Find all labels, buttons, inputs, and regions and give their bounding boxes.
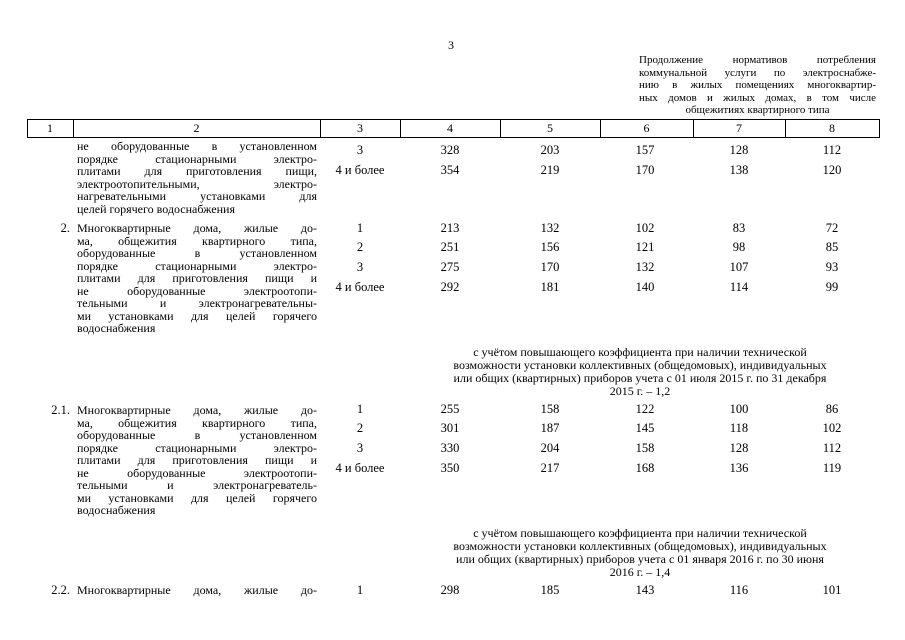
continuation-note-line: Продолжение нормативов потребления xyxy=(639,54,876,66)
header-col-3: 3 xyxy=(357,121,363,135)
note-line: 2016 г. – 1,4 xyxy=(609,565,671,579)
cell-value: 143 xyxy=(635,583,655,597)
continuation-note-line: общежитиях квартирного типа xyxy=(685,104,830,116)
description-line: ма, общежития квартирного типа, xyxy=(77,233,317,248)
cell-persons: 4 и более xyxy=(335,461,385,475)
note-line: с учётом повышающего коэффициента при наличии технической xyxy=(473,345,807,359)
cell-value: 217 xyxy=(540,461,560,475)
row-description xyxy=(77,140,317,215)
cell-value: 72 xyxy=(825,221,839,235)
cell-persons: 3 xyxy=(356,441,364,455)
cell-value: 145 xyxy=(635,421,655,435)
cell-value: 112 xyxy=(822,441,842,455)
cell-value: 158 xyxy=(635,441,655,455)
cell-value: 354 xyxy=(440,163,460,177)
header-col-7: 7 xyxy=(736,121,742,135)
cell-value: 275 xyxy=(440,260,460,274)
note-line: или общих (квартирных) приборов учета с 01 июля 2015 г. по 31 декабря xyxy=(453,371,827,385)
cell-value: 102 xyxy=(822,421,842,435)
header-col-4: 4 xyxy=(447,121,453,135)
cell-value: 121 xyxy=(635,240,655,254)
description-line: порядке стационарными электро- xyxy=(77,258,317,273)
continuation-note-line: ных домов и жилых домах, в том числе xyxy=(639,91,876,104)
cell-value: 114 xyxy=(729,280,749,294)
description-line: не оборудованные в установленном xyxy=(77,139,317,153)
row-description xyxy=(77,584,317,597)
cell-value: 128 xyxy=(729,143,749,157)
header-col-8: 8 xyxy=(829,121,835,135)
cell-value: 83 xyxy=(732,221,746,235)
description-line: Многоквартирные дома, жилые до- xyxy=(77,583,317,597)
description-line: Многоквартирные дома, жилые до- xyxy=(77,403,317,417)
cell-value: 112 xyxy=(822,143,842,157)
row-description xyxy=(77,404,317,517)
description-line: нагревательными установками для xyxy=(77,189,317,203)
description-line: оборудованные в установленном xyxy=(77,428,317,442)
coefficient-note xyxy=(400,346,880,398)
description-line: плитами для приготовления пищи, xyxy=(77,164,317,178)
continuation-note-line: коммунальной услуги по электроснабже- xyxy=(639,66,876,79)
cell-persons: 3 xyxy=(356,260,364,274)
continuation-note-line: нию в жилых помещениях многоквартир- xyxy=(639,79,876,91)
row-description xyxy=(77,222,317,335)
description-line: порядке стационарными электро- xyxy=(77,151,317,166)
note-line: с учётом повышающего коэффициента при наличии технической xyxy=(473,526,807,540)
cell-value: 187 xyxy=(540,421,560,435)
cell-value: 120 xyxy=(822,163,842,177)
cell-value: 118 xyxy=(729,421,749,435)
description-line: порядке стационарными электро- xyxy=(77,440,317,455)
description-line: тельными и электронагреватель- xyxy=(77,478,317,492)
description-line: ма, общежития квартирного типа, xyxy=(77,415,317,430)
header-bottom-border xyxy=(27,137,880,138)
cell-value: 251 xyxy=(440,240,460,254)
cell-value: 157 xyxy=(635,143,655,157)
cell-value: 350 xyxy=(440,461,460,475)
description-line: тельными и электронагревательны- xyxy=(77,296,317,310)
cell-value: 128 xyxy=(729,441,749,455)
description-line: плитами для приготовления пищи и xyxy=(77,271,317,285)
cell-value: 181 xyxy=(540,280,560,294)
description-line: не оборудованные электроотопи- xyxy=(77,283,317,298)
cell-persons: 4 и более xyxy=(335,163,385,177)
coefficient-note xyxy=(400,527,880,579)
cell-value: 107 xyxy=(729,260,749,274)
cell-value: 85 xyxy=(825,240,839,254)
cell-persons: 4 и более xyxy=(335,280,385,294)
cell-value: 298 xyxy=(440,583,460,597)
header-top-border xyxy=(27,119,880,120)
cell-value: 140 xyxy=(635,280,655,294)
note-line: возможности установки коллективных (общедомовых), индивидуальных xyxy=(453,358,827,372)
cell-value: 119 xyxy=(822,461,842,475)
cell-value: 93 xyxy=(825,260,839,274)
cell-value: 86 xyxy=(825,402,839,416)
cell-value: 219 xyxy=(540,163,560,177)
description-line: ми установками для целей горячего xyxy=(77,308,317,323)
cell-value: 213 xyxy=(440,221,460,235)
cell-value: 301 xyxy=(440,421,460,435)
cell-value: 292 xyxy=(440,280,460,294)
note-line: или общих (квартирных) приборов учета с 01 января 2016 г. по 30 июня xyxy=(456,552,824,566)
cell-value: 138 xyxy=(729,163,749,177)
cell-value: 98 xyxy=(732,240,746,254)
cell-persons: 2 xyxy=(356,240,364,254)
description-line: оборудованные в установленном xyxy=(77,246,317,260)
note-line: возможности установки коллективных (общедомовых), индивидуальных xyxy=(453,539,827,553)
description-line: целей горячего водоснабжения xyxy=(77,201,235,216)
cell-persons: 1 xyxy=(356,402,364,416)
cell-value: 204 xyxy=(540,441,560,455)
page-number: 3 xyxy=(448,38,454,52)
cell-value: 100 xyxy=(729,402,749,416)
note-line: 2015 г. – 1,2 xyxy=(609,384,671,398)
row-number: 2. xyxy=(60,221,70,235)
cell-value: 122 xyxy=(635,402,655,416)
header-col-5: 5 xyxy=(547,121,553,135)
description-line: водоснабжения xyxy=(77,503,156,517)
cell-value: 156 xyxy=(540,240,560,254)
cell-value: 101 xyxy=(822,583,842,597)
description-line: электроотопительными, электро- xyxy=(77,176,317,191)
cell-persons: 1 xyxy=(356,221,364,235)
cell-value: 328 xyxy=(440,143,460,157)
header-col-1: 1 xyxy=(47,121,53,135)
continuation-note xyxy=(639,54,876,117)
row-number: 2.1. xyxy=(51,403,70,417)
cell-value: 99 xyxy=(825,280,839,294)
cell-value: 170 xyxy=(540,260,560,274)
cell-value: 255 xyxy=(440,402,460,416)
cell-value: 185 xyxy=(540,583,560,597)
cell-persons: 3 xyxy=(356,143,364,157)
cell-persons: 1 xyxy=(356,583,364,597)
header-col-2: 2 xyxy=(193,121,200,135)
header-divider xyxy=(879,119,880,137)
cell-value: 132 xyxy=(635,260,655,274)
description-line: не оборудованные электроотопи- xyxy=(77,465,317,480)
cell-value: 330 xyxy=(440,441,460,455)
cell-persons: 2 xyxy=(356,421,364,435)
header-col-6: 6 xyxy=(643,121,650,135)
description-line: плитами для приготовления пищи и xyxy=(77,453,317,467)
cell-value: 168 xyxy=(635,461,655,475)
cell-value: 158 xyxy=(540,402,560,416)
row-number: 2.2. xyxy=(51,583,70,597)
cell-value: 102 xyxy=(635,221,655,235)
description-line: Многоквартирные дома, жилые до- xyxy=(77,221,317,235)
description-line: ми установками для целей горячего xyxy=(77,490,317,505)
cell-value: 203 xyxy=(540,143,560,157)
description-line: водоснабжения xyxy=(77,321,156,335)
cell-value: 116 xyxy=(729,583,749,597)
cell-value: 132 xyxy=(540,221,560,235)
cell-value: 170 xyxy=(635,163,655,177)
cell-value: 136 xyxy=(729,461,749,475)
